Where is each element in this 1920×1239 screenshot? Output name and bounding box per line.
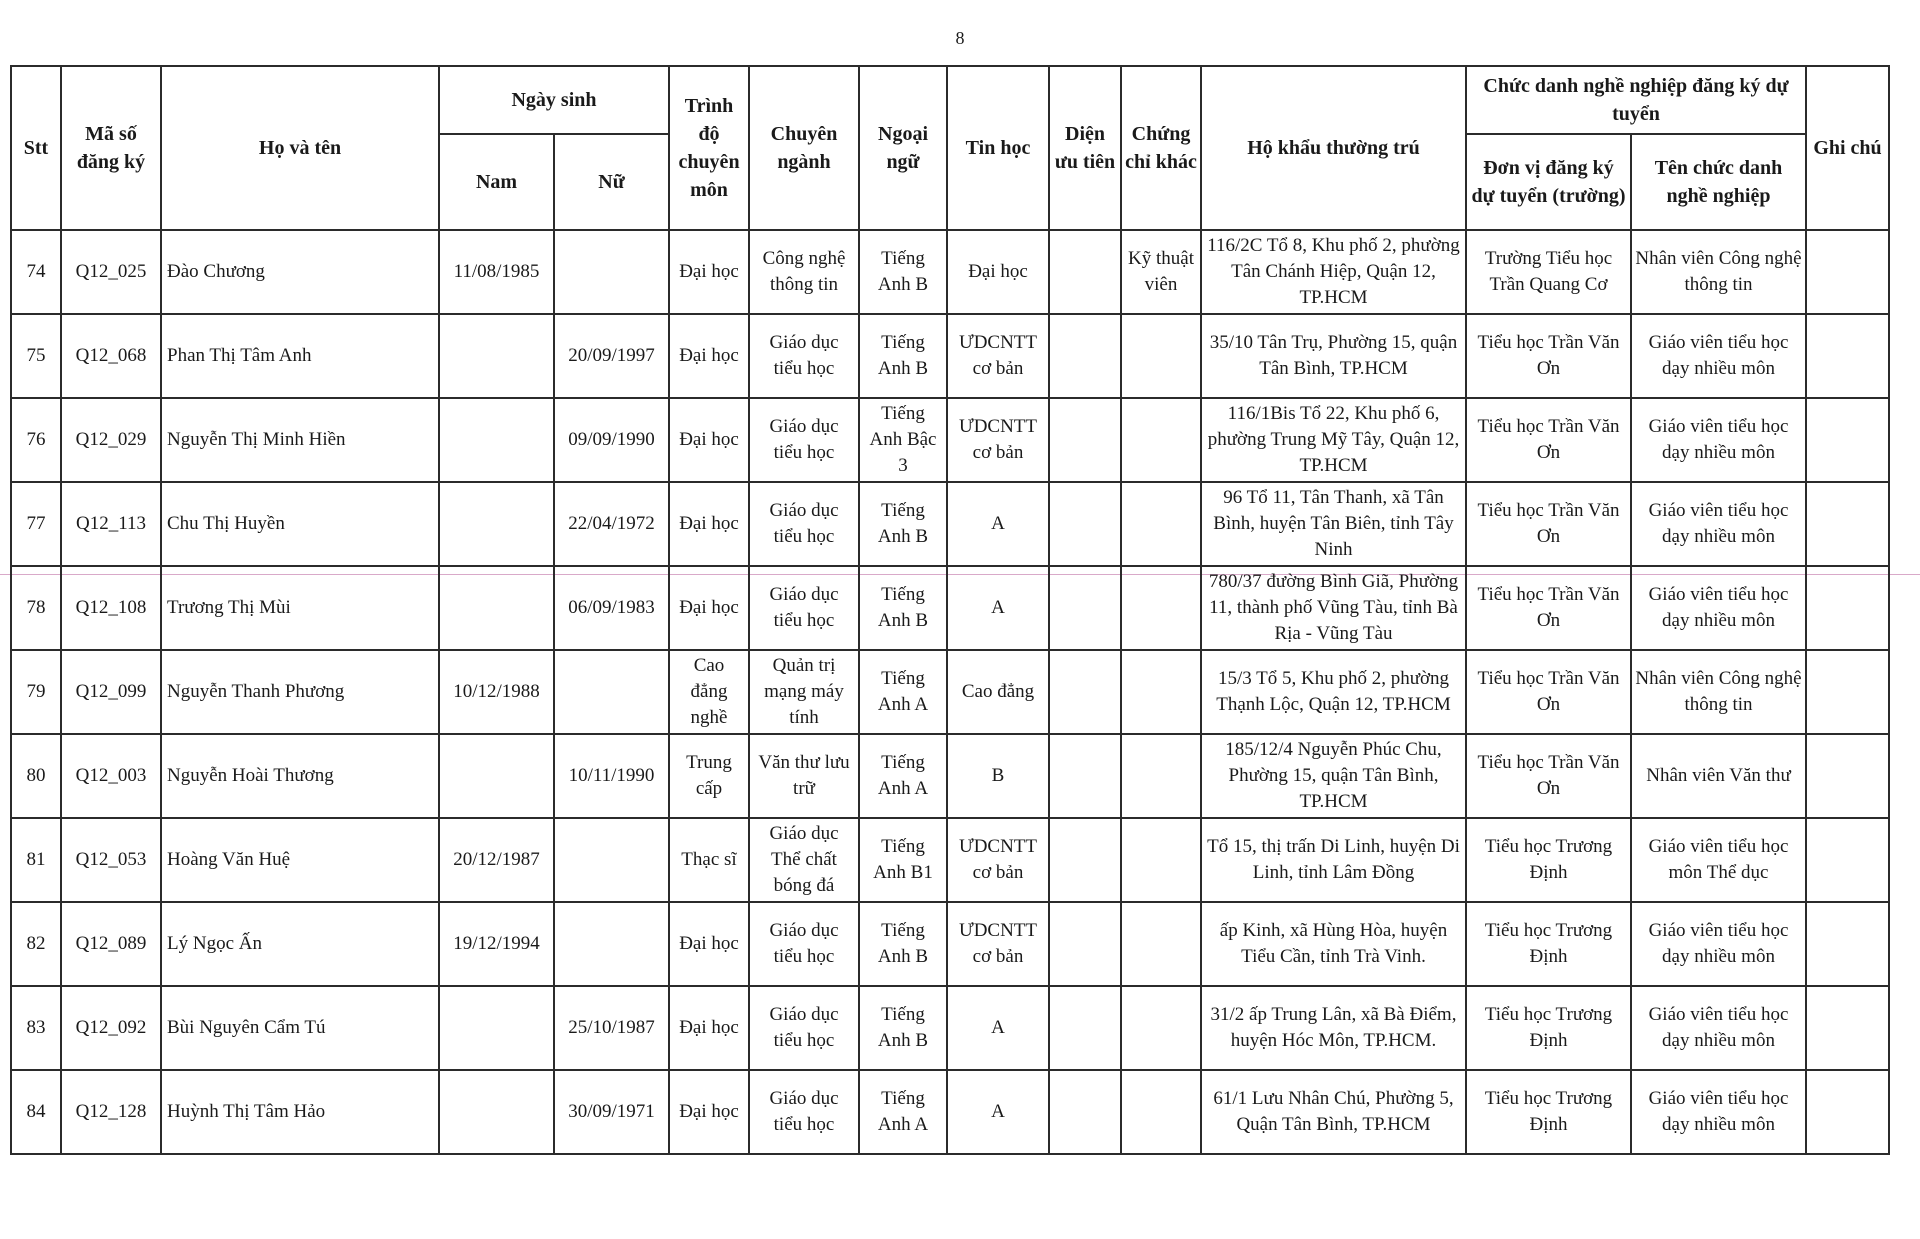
table-row [11, 1070, 1889, 1154]
cell-dien-uu-tien [1049, 230, 1121, 314]
cell-ngoai-ngu: Tiếng Anh B [859, 230, 947, 314]
cell-don-vi: Tiểu học Trần Văn Ơn [1466, 650, 1631, 734]
cell-ngay-sinh-nu: 20/09/1997 [554, 314, 669, 398]
cell-ngay-sinh-nu: 30/09/1971 [554, 1070, 669, 1154]
cell-tin-hoc: ƯDCNTT cơ bản [947, 314, 1049, 398]
cell-chung-chi [1121, 482, 1201, 566]
cell-trinh-do: Đại học [669, 986, 749, 1070]
cell-trinh-do: Đại học [669, 566, 749, 650]
cell-chuc-danh: Giáo viên tiểu học dạy nhiều môn [1631, 482, 1806, 566]
cell-tin-hoc: Đại học [947, 230, 1049, 314]
cell-ngay-sinh-nu: 09/09/1990 [554, 398, 669, 482]
cell-chuc-danh: Nhân viên Công nghệ thông tin [1631, 650, 1806, 734]
cell-ngay-sinh-nu: 22/04/1972 [554, 482, 669, 566]
cell-chuyen-nganh: Giáo dục tiểu học [749, 1070, 859, 1154]
cell-ngoai-ngu: Tiếng Anh A [859, 650, 947, 734]
registration-table [10, 65, 1890, 1155]
table-row [11, 398, 1889, 482]
header-ngoai-ngu: Ngoại ngữ [859, 66, 947, 230]
cell-ghi-chu [1806, 650, 1889, 734]
cell-stt: 77 [11, 482, 61, 566]
cell-trinh-do: Thạc sĩ [669, 818, 749, 902]
table-header [11, 66, 1889, 230]
header-nam: Nam [439, 134, 554, 230]
cell-ho-ten: Trương Thị Mùi [161, 566, 439, 650]
cell-ma-so: Q12_108 [61, 566, 161, 650]
cell-trinh-do: Đại học [669, 398, 749, 482]
cell-don-vi: Trường Tiểu học Trần Quang Cơ [1466, 230, 1631, 314]
cell-don-vi: Tiểu học Trương Định [1466, 818, 1631, 902]
cell-chuyen-nganh: Giáo dục tiểu học [749, 314, 859, 398]
cell-dien-uu-tien [1049, 902, 1121, 986]
cell-ho-khau: ấp Kinh, xã Hùng Hòa, huyện Tiểu Cần, tỉnh Trà Vinh. [1201, 902, 1466, 986]
cell-ho-ten: Chu Thị Huyền [161, 482, 439, 566]
cell-ho-ten: Bùi Nguyên Cẩm Tú [161, 986, 439, 1070]
cell-trinh-do: Đại học [669, 314, 749, 398]
header-chuc-danh: Chức danh nghề nghiệp đăng ký dự tuyển [1466, 66, 1806, 134]
table-row [11, 650, 1889, 734]
header-stt: Stt [11, 66, 61, 230]
cell-ngoai-ngu: Tiếng Anh A [859, 1070, 947, 1154]
cell-ngoai-ngu: Tiếng Anh B [859, 482, 947, 566]
cell-dien-uu-tien [1049, 482, 1121, 566]
cell-ngoai-ngu: Tiếng Anh B [859, 902, 947, 986]
cell-ma-so: Q12_029 [61, 398, 161, 482]
cell-dien-uu-tien [1049, 986, 1121, 1070]
cell-ngay-sinh-nu: 10/11/1990 [554, 734, 669, 818]
cell-don-vi: Tiểu học Trương Định [1466, 986, 1631, 1070]
cell-dien-uu-tien [1049, 734, 1121, 818]
cell-ghi-chu [1806, 986, 1889, 1070]
cell-ghi-chu [1806, 398, 1889, 482]
cell-chuyen-nganh: Giáo dục tiểu học [749, 986, 859, 1070]
cell-trinh-do: Đại học [669, 1070, 749, 1154]
cell-chuc-danh: Giáo viên tiểu học dạy nhiều môn [1631, 986, 1806, 1070]
table-row [11, 566, 1889, 650]
cell-chuc-danh: Nhân viên Văn thư [1631, 734, 1806, 818]
cell-dien-uu-tien [1049, 314, 1121, 398]
cell-trinh-do: Đại học [669, 482, 749, 566]
cell-trinh-do: Trung cấp [669, 734, 749, 818]
cell-ma-so: Q12_099 [61, 650, 161, 734]
cell-ghi-chu [1806, 314, 1889, 398]
header-dien-uu-tien: Diện ưu tiên [1049, 66, 1121, 230]
cell-ngay-sinh-nu [554, 230, 669, 314]
cell-ma-so: Q12_128 [61, 1070, 161, 1154]
cell-tin-hoc: Cao đẳng [947, 650, 1049, 734]
cell-ngoai-ngu: Tiếng Anh B [859, 986, 947, 1070]
cell-dien-uu-tien [1049, 818, 1121, 902]
cell-stt: 74 [11, 230, 61, 314]
cell-stt: 80 [11, 734, 61, 818]
cell-ngay-sinh-nu [554, 902, 669, 986]
cell-chung-chi [1121, 902, 1201, 986]
cell-chuyen-nganh: Quản trị mạng máy tính [749, 650, 859, 734]
cell-tin-hoc: ƯDCNTT cơ bản [947, 398, 1049, 482]
cell-ho-khau: 61/1 Lưu Nhân Chú, Phường 5, Quận Tân Bình, TP.HCM [1201, 1070, 1466, 1154]
cell-ghi-chu [1806, 818, 1889, 902]
header-ghi-chu: Ghi chú [1806, 66, 1889, 230]
cell-trinh-do: Đại học [669, 230, 749, 314]
cell-ngay-sinh-nu: 06/09/1983 [554, 566, 669, 650]
cell-ngoai-ngu: Tiếng Anh Bậc 3 [859, 398, 947, 482]
cell-stt: 84 [11, 1070, 61, 1154]
header-ho-khau: Hộ khẩu thường trú [1201, 66, 1466, 230]
cell-ghi-chu [1806, 566, 1889, 650]
header-ten-chuc-danh: Tên chức danh nghề nghiệp [1631, 134, 1806, 230]
cell-stt: 79 [11, 650, 61, 734]
cell-ngoai-ngu: Tiếng Anh B1 [859, 818, 947, 902]
cell-ma-so: Q12_025 [61, 230, 161, 314]
cell-chuyen-nganh: Giáo dục tiểu học [749, 398, 859, 482]
cell-ho-ten: Nguyễn Hoài Thương [161, 734, 439, 818]
cell-ma-so: Q12_003 [61, 734, 161, 818]
cell-tin-hoc: ƯDCNTT cơ bản [947, 902, 1049, 986]
cell-dien-uu-tien [1049, 650, 1121, 734]
cell-ho-ten: Lý Ngọc Ấn [161, 902, 439, 986]
cell-ho-khau: 35/10 Tân Trụ, Phường 15, quận Tân Bình, TP.HCM [1201, 314, 1466, 398]
cell-chuyen-nganh: Giáo dục tiểu học [749, 902, 859, 986]
cell-tin-hoc: A [947, 482, 1049, 566]
cell-chung-chi [1121, 1070, 1201, 1154]
table-row [11, 818, 1889, 902]
cell-chuc-danh: Giáo viên tiểu học dạy nhiều môn [1631, 398, 1806, 482]
cell-don-vi: Tiểu học Trương Định [1466, 902, 1631, 986]
cell-chuyen-nganh: Văn thư lưu trữ [749, 734, 859, 818]
cell-ngay-sinh-nam [439, 986, 554, 1070]
header-ngay-sinh: Ngày sinh [439, 66, 669, 134]
cell-ghi-chu [1806, 230, 1889, 314]
cell-stt: 76 [11, 398, 61, 482]
cell-chuc-danh: Giáo viên tiểu học dạy nhiều môn [1631, 314, 1806, 398]
cell-ho-ten: Huỳnh Thị Tâm Hảo [161, 1070, 439, 1154]
header-nu: Nữ [554, 134, 669, 230]
cell-chuc-danh: Giáo viên tiểu học dạy nhiều môn [1631, 902, 1806, 986]
table-row [11, 482, 1889, 566]
cell-ngay-sinh-nam [439, 566, 554, 650]
cell-ngay-sinh-nam: 19/12/1994 [439, 902, 554, 986]
cell-trinh-do: Cao đẳng nghề [669, 650, 749, 734]
table-row [11, 230, 1889, 314]
cell-ho-ten: Hoàng Văn Huệ [161, 818, 439, 902]
cell-ngoai-ngu: Tiếng Anh B [859, 566, 947, 650]
cell-tin-hoc: A [947, 566, 1049, 650]
cell-stt: 82 [11, 902, 61, 986]
cell-chuc-danh: Giáo viên tiểu học môn Thể dục [1631, 818, 1806, 902]
header-ma-so: Mã số đăng ký [61, 66, 161, 230]
cell-tin-hoc: A [947, 1070, 1049, 1154]
cell-ngoai-ngu: Tiếng Anh A [859, 734, 947, 818]
cell-ngay-sinh-nam [439, 314, 554, 398]
cell-ho-khau: 780/37 đường Bình Giã, Phường 11, thành phố Vũng Tàu, tỉnh Bà Rịa - Vũng Tàu [1201, 566, 1466, 650]
cell-ho-khau: 116/2C Tổ 8, Khu phố 2, phường Tân Chánh Hiệp, Quận 12, TP.HCM [1201, 230, 1466, 314]
cell-ngay-sinh-nam: 20/12/1987 [439, 818, 554, 902]
table-body [11, 230, 1889, 1154]
cell-ho-ten: Phan Thị Tâm Anh [161, 314, 439, 398]
page-number: 8 [955, 28, 965, 48]
cell-ma-so: Q12_092 [61, 986, 161, 1070]
cell-ho-khau: 96 Tổ 11, Tân Thanh, xã Tân Bình, huyện Tân Biên, tỉnh Tây Ninh [1201, 482, 1466, 566]
cell-chung-chi [1121, 734, 1201, 818]
cell-ngay-sinh-nam [439, 482, 554, 566]
header-ho-ten: Họ và tên [161, 66, 439, 230]
cell-chung-chi [1121, 314, 1201, 398]
header-chung-chi: Chứng chỉ khác [1121, 66, 1201, 230]
header-tin-hoc: Tin học [947, 66, 1049, 230]
cell-dien-uu-tien [1049, 1070, 1121, 1154]
cell-ngoai-ngu: Tiếng Anh B [859, 314, 947, 398]
cell-ho-ten: Nguyễn Thị Minh Hiền [161, 398, 439, 482]
cell-stt: 78 [11, 566, 61, 650]
cell-ma-so: Q12_053 [61, 818, 161, 902]
registration-table-container [10, 65, 1890, 1155]
cell-chung-chi [1121, 398, 1201, 482]
cell-ghi-chu [1806, 1070, 1889, 1154]
cell-chung-chi [1121, 566, 1201, 650]
cell-ho-khau: 15/3 Tổ 5, Khu phố 2, phường Thạnh Lộc, Quận 12, TP.HCM [1201, 650, 1466, 734]
cell-dien-uu-tien [1049, 398, 1121, 482]
table-row [11, 986, 1889, 1070]
cell-ho-khau: 116/1Bis Tổ 22, Khu phố 6, phường Trung Mỹ Tây, Quận 12, TP.HCM [1201, 398, 1466, 482]
table-row [11, 734, 1889, 818]
header-don-vi: Đơn vị đăng ký dự tuyển (trường) [1466, 134, 1631, 230]
cell-ngay-sinh-nu: 25/10/1987 [554, 986, 669, 1070]
cell-chung-chi [1121, 650, 1201, 734]
cell-ma-so: Q12_089 [61, 902, 161, 986]
cell-chung-chi [1121, 986, 1201, 1070]
cell-tin-hoc: A [947, 986, 1049, 1070]
cell-don-vi: Tiểu học Trương Định [1466, 1070, 1631, 1154]
header-trinh-do: Trình độ chuyên môn [669, 66, 749, 230]
cell-ngay-sinh-nam [439, 1070, 554, 1154]
cell-stt: 75 [11, 314, 61, 398]
cell-ngay-sinh-nam: 10/12/1988 [439, 650, 554, 734]
cell-tin-hoc: ƯDCNTT cơ bản [947, 818, 1049, 902]
cell-ho-ten: Đào Chương [161, 230, 439, 314]
cell-ghi-chu [1806, 734, 1889, 818]
cell-chuc-danh: Nhân viên Công nghệ thông tin [1631, 230, 1806, 314]
cell-chuyen-nganh: Giáo dục tiểu học [749, 566, 859, 650]
cell-stt: 81 [11, 818, 61, 902]
cell-chung-chi: Kỹ thuật viên [1121, 230, 1201, 314]
cell-ho-khau: 185/12/4 Nguyễn Phúc Chu, Phường 15, quận Tân Bình, TP.HCM [1201, 734, 1466, 818]
cell-ngay-sinh-nam: 11/08/1985 [439, 230, 554, 314]
cell-ghi-chu [1806, 482, 1889, 566]
cell-chuyen-nganh: Giáo dục tiểu học [749, 482, 859, 566]
cell-don-vi: Tiểu học Trần Văn Ơn [1466, 314, 1631, 398]
cell-chuc-danh: Giáo viên tiểu học dạy nhiều môn [1631, 1070, 1806, 1154]
cell-trinh-do: Đại học [669, 902, 749, 986]
cell-don-vi: Tiểu học Trần Văn Ơn [1466, 482, 1631, 566]
cell-don-vi: Tiểu học Trần Văn Ơn [1466, 734, 1631, 818]
cell-ho-khau: Tổ 15, thị trấn Di Linh, huyện Di Linh, tỉnh Lâm Đồng [1201, 818, 1466, 902]
cell-ho-ten: Nguyễn Thanh Phương [161, 650, 439, 734]
cell-don-vi: Tiểu học Trần Văn Ơn [1466, 398, 1631, 482]
table-row [11, 902, 1889, 986]
header-chuyen-nganh: Chuyên ngành [749, 66, 859, 230]
cell-chuyen-nganh: Công nghệ thông tin [749, 230, 859, 314]
cell-chuyen-nganh: Giáo dục Thể chất bóng đá [749, 818, 859, 902]
cell-ngay-sinh-nam [439, 398, 554, 482]
cell-chung-chi [1121, 818, 1201, 902]
cell-ngay-sinh-nam [439, 734, 554, 818]
cell-stt: 83 [11, 986, 61, 1070]
cell-dien-uu-tien [1049, 566, 1121, 650]
cell-ghi-chu [1806, 902, 1889, 986]
cell-ma-so: Q12_068 [61, 314, 161, 398]
cell-ho-khau: 31/2 ấp Trung Lân, xã Bà Điểm, huyện Hóc Môn, TP.HCM. [1201, 986, 1466, 1070]
cell-tin-hoc: B [947, 734, 1049, 818]
cell-don-vi: Tiểu học Trần Văn Ơn [1466, 566, 1631, 650]
cell-ngay-sinh-nu [554, 650, 669, 734]
cell-ma-so: Q12_113 [61, 482, 161, 566]
cell-ngay-sinh-nu [554, 818, 669, 902]
cell-chuc-danh: Giáo viên tiểu học dạy nhiều môn [1631, 566, 1806, 650]
table-row [11, 314, 1889, 398]
